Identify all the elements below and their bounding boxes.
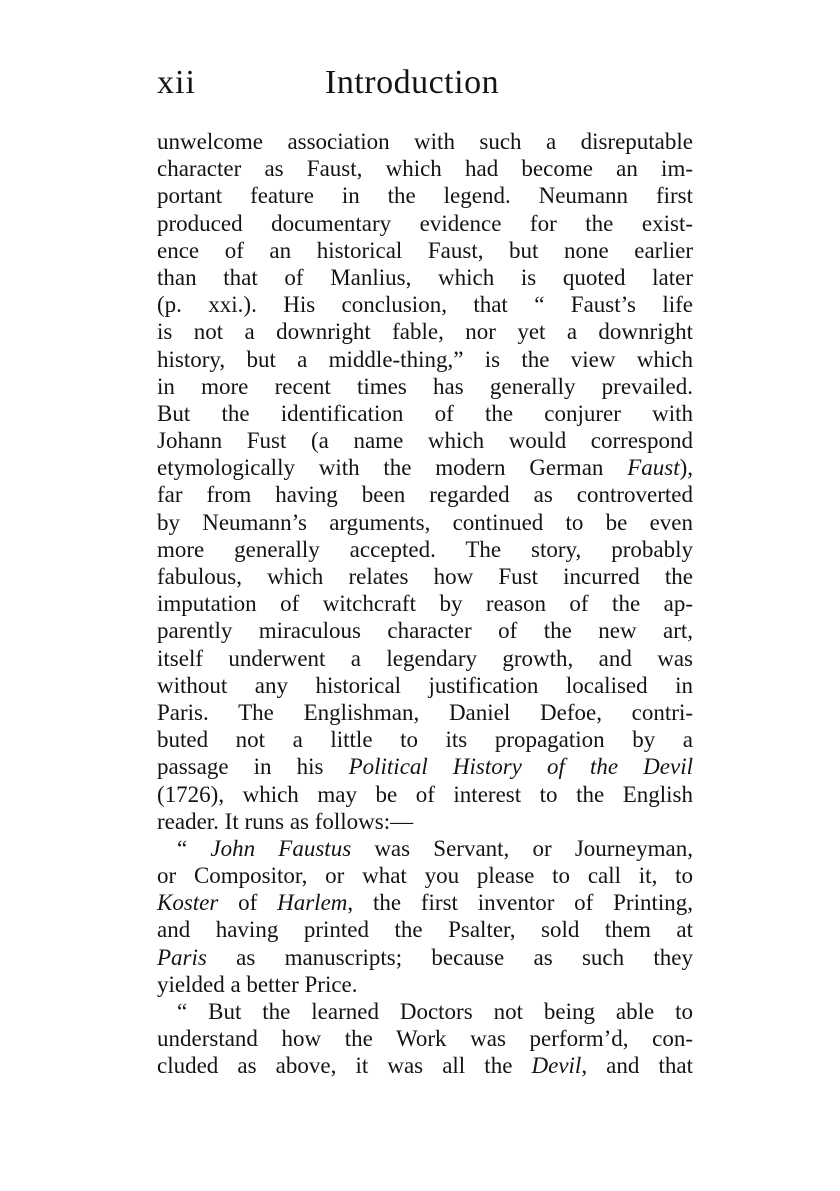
quotation-line: yielded a better Price. bbox=[157, 971, 358, 997]
italic-title: Faust bbox=[627, 455, 680, 481]
page-number: xii bbox=[157, 64, 196, 101]
quotation-line: Koster of Harlem, the first inventor of Printing, bbox=[157, 890, 694, 916]
italic-name: Koster bbox=[157, 890, 219, 916]
text-line: without any historical justification localised in bbox=[157, 672, 693, 698]
italic-name: John Faustus bbox=[210, 835, 352, 861]
text-line: buted not a little to its propagation by a bbox=[157, 727, 693, 753]
text-line: than that of Manlius, which is quoted later bbox=[157, 264, 693, 290]
text-line: more generally accepted. The story, probably bbox=[157, 536, 693, 562]
text-line: far from having been regarded as controverted bbox=[157, 482, 693, 508]
text-line: in more recent times has generally prevailed. bbox=[157, 373, 693, 399]
text-line: Paris. The Englishman, Daniel Defoe, contri- bbox=[157, 699, 693, 725]
text-line: (p. xxi.). His conclusion, that “ Faust’s life bbox=[157, 292, 693, 318]
text-line: by Neumann’s arguments, continued to be even bbox=[157, 509, 693, 535]
running-title: Introduction bbox=[325, 64, 500, 101]
text-line: parently miraculous character of the new art, bbox=[157, 618, 693, 644]
body-text bbox=[157, 128, 693, 1080]
text-line: is not a downright fable, nor yet a downright bbox=[157, 319, 693, 345]
quotation-line: and having printed the Psalter, sold them at bbox=[157, 917, 693, 943]
text-line: ence of an historical Faust, but none earlier bbox=[157, 237, 693, 263]
text-line: Johann Fust (a name which would correspond bbox=[157, 428, 693, 454]
page-header bbox=[157, 58, 693, 114]
quotation-line: understand how the Work was perform’d, con- bbox=[157, 1026, 693, 1052]
quotation-line: “ But the learned Doctors not being able to bbox=[177, 999, 693, 1024]
text-line: etymologically with the modern German Faust), bbox=[157, 455, 693, 481]
text-line: unwelcome association with such a disreputable bbox=[157, 129, 693, 154]
text-line: passage in his Political History of the Devil bbox=[157, 754, 693, 780]
italic-word: Devil bbox=[531, 1053, 582, 1079]
quotation-line: cluded as above, it was all the Devil, and that bbox=[157, 1053, 693, 1079]
italic-title: Political History of the Devil bbox=[348, 754, 693, 780]
text-line: But the identification of the conjurer with bbox=[157, 400, 693, 426]
text-line: itself underwent a legendary growth, and was bbox=[157, 645, 693, 671]
text-line: reader. It runs as follows:— bbox=[157, 808, 414, 834]
italic-place: Paris bbox=[157, 944, 207, 970]
text-line: produced documentary evidence for the exist- bbox=[157, 210, 693, 236]
text-line: (1726), which may be of interest to the English bbox=[157, 781, 693, 807]
quotation-line: Paris as manuscripts; because as such they bbox=[157, 944, 693, 970]
italic-place: Harlem bbox=[277, 890, 348, 916]
text-line: fabulous, which relates how Fust incurred the bbox=[157, 564, 693, 589]
text-line: character as Faust, which had become an im- bbox=[157, 156, 693, 182]
quotation-line: or Compositor, or what you please to call it, to bbox=[157, 863, 693, 889]
text-line: history, but a middle-thing,” is the view which bbox=[157, 346, 693, 372]
quotation-line: “ John Faustus was Servant, or Journeyman, bbox=[177, 835, 693, 861]
text-line: imputation of witchcraft by reason of the ap- bbox=[157, 591, 693, 617]
text-line: portant feature in the legend. Neumann first bbox=[157, 183, 693, 209]
